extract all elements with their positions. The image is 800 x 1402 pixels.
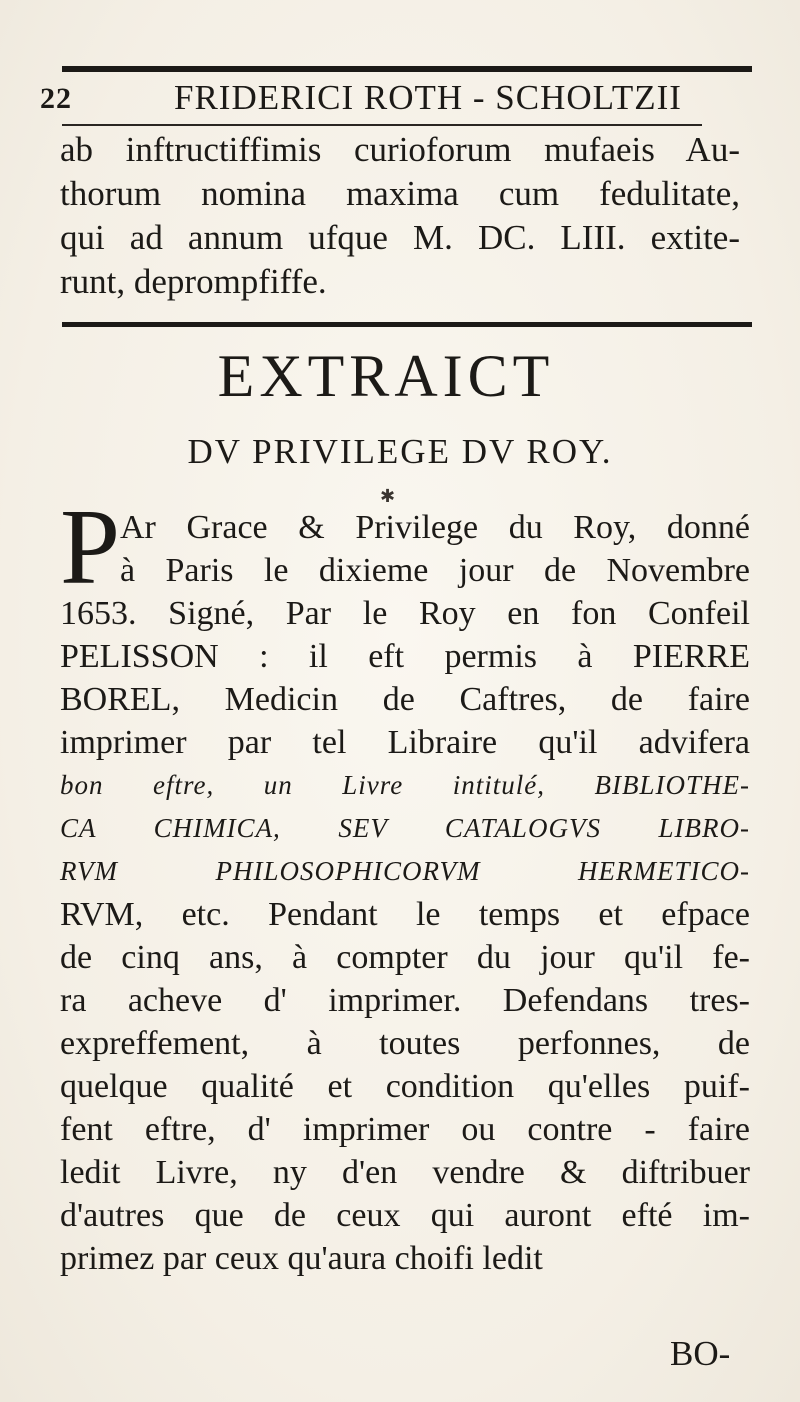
privilege-line: fent eftre, d' imprimer ou contre - faire: [60, 1111, 750, 1148]
catchword: BO-: [670, 1334, 731, 1373]
privilege-line: RVM PHILOSOPHICORVM HERMETICO-: [60, 856, 750, 886]
privilege-line: expreffement, à toutes perfonnes, de: [60, 1025, 750, 1062]
ornament-icon: ✱: [380, 486, 396, 506]
running-head: [40, 78, 720, 128]
privilege-line: RVM, etc. Pendant le temps et efpace: [60, 896, 750, 933]
drop-cap: P: [60, 488, 121, 607]
intro-line: ab inftructiffimis curioforum mufaeis Au-: [60, 130, 740, 169]
section-subtitle: DV PRIVILEGE DV ROY.: [187, 432, 613, 471]
section-title: EXTRAICT: [217, 343, 555, 409]
intro-line: thorum nomina maxima cum fedulitate,: [60, 174, 740, 213]
running-head-title: FRIDERICI ROTH - SCHOLTZII: [174, 78, 682, 117]
section-rule: [62, 322, 752, 327]
privilege-line: quelque qualité et condition qu'elles puif-: [60, 1068, 750, 1105]
privilege-line: BOREL, Medicin de Caftres, de faire: [60, 681, 750, 718]
privilege-line: Ar Grace & Privilege du Roy, donné: [120, 509, 750, 546]
intro-line: qui ad annum ufque M. DC. LIII. extite-: [60, 218, 740, 257]
top-rule: [62, 66, 752, 72]
privilege-line: à Paris le dixieme jour de Novembre: [120, 552, 750, 589]
privilege-line: ra acheve d' imprimer. Defendans tres-: [60, 982, 750, 1019]
head-rule: [62, 124, 702, 126]
privilege-line: bon eftre, un Livre intitulé, BIBLIOTHE-: [60, 770, 750, 800]
intro-line: runt, deprompfiffe.: [60, 262, 327, 301]
page-number: 22: [40, 82, 72, 115]
privilege-line: primez par ceux qu'aura choifi ledit: [60, 1240, 543, 1277]
privilege-line: de cinq ans, à compter du jour qu'il fe-: [60, 939, 750, 976]
privilege-text: [60, 506, 750, 1280]
privilege-line: CA CHIMICA, SEV CATALOGVS LIBRO-: [60, 813, 750, 843]
privilege-line: d'autres que de ceux qui auront efté im-: [60, 1197, 750, 1234]
privilege-line: PELISSON : il eft permis à PIERRE: [60, 638, 750, 675]
intro-paragraph: [60, 128, 740, 304]
privilege-line: imprimer par tel Libraire qu'il advifera: [60, 724, 750, 761]
privilege-line: ledit Livre, ny d'en vendre & diftribuer: [60, 1154, 750, 1191]
privilege-line: 1653. Signé, Par le Roy en fon Confeil: [60, 595, 750, 632]
